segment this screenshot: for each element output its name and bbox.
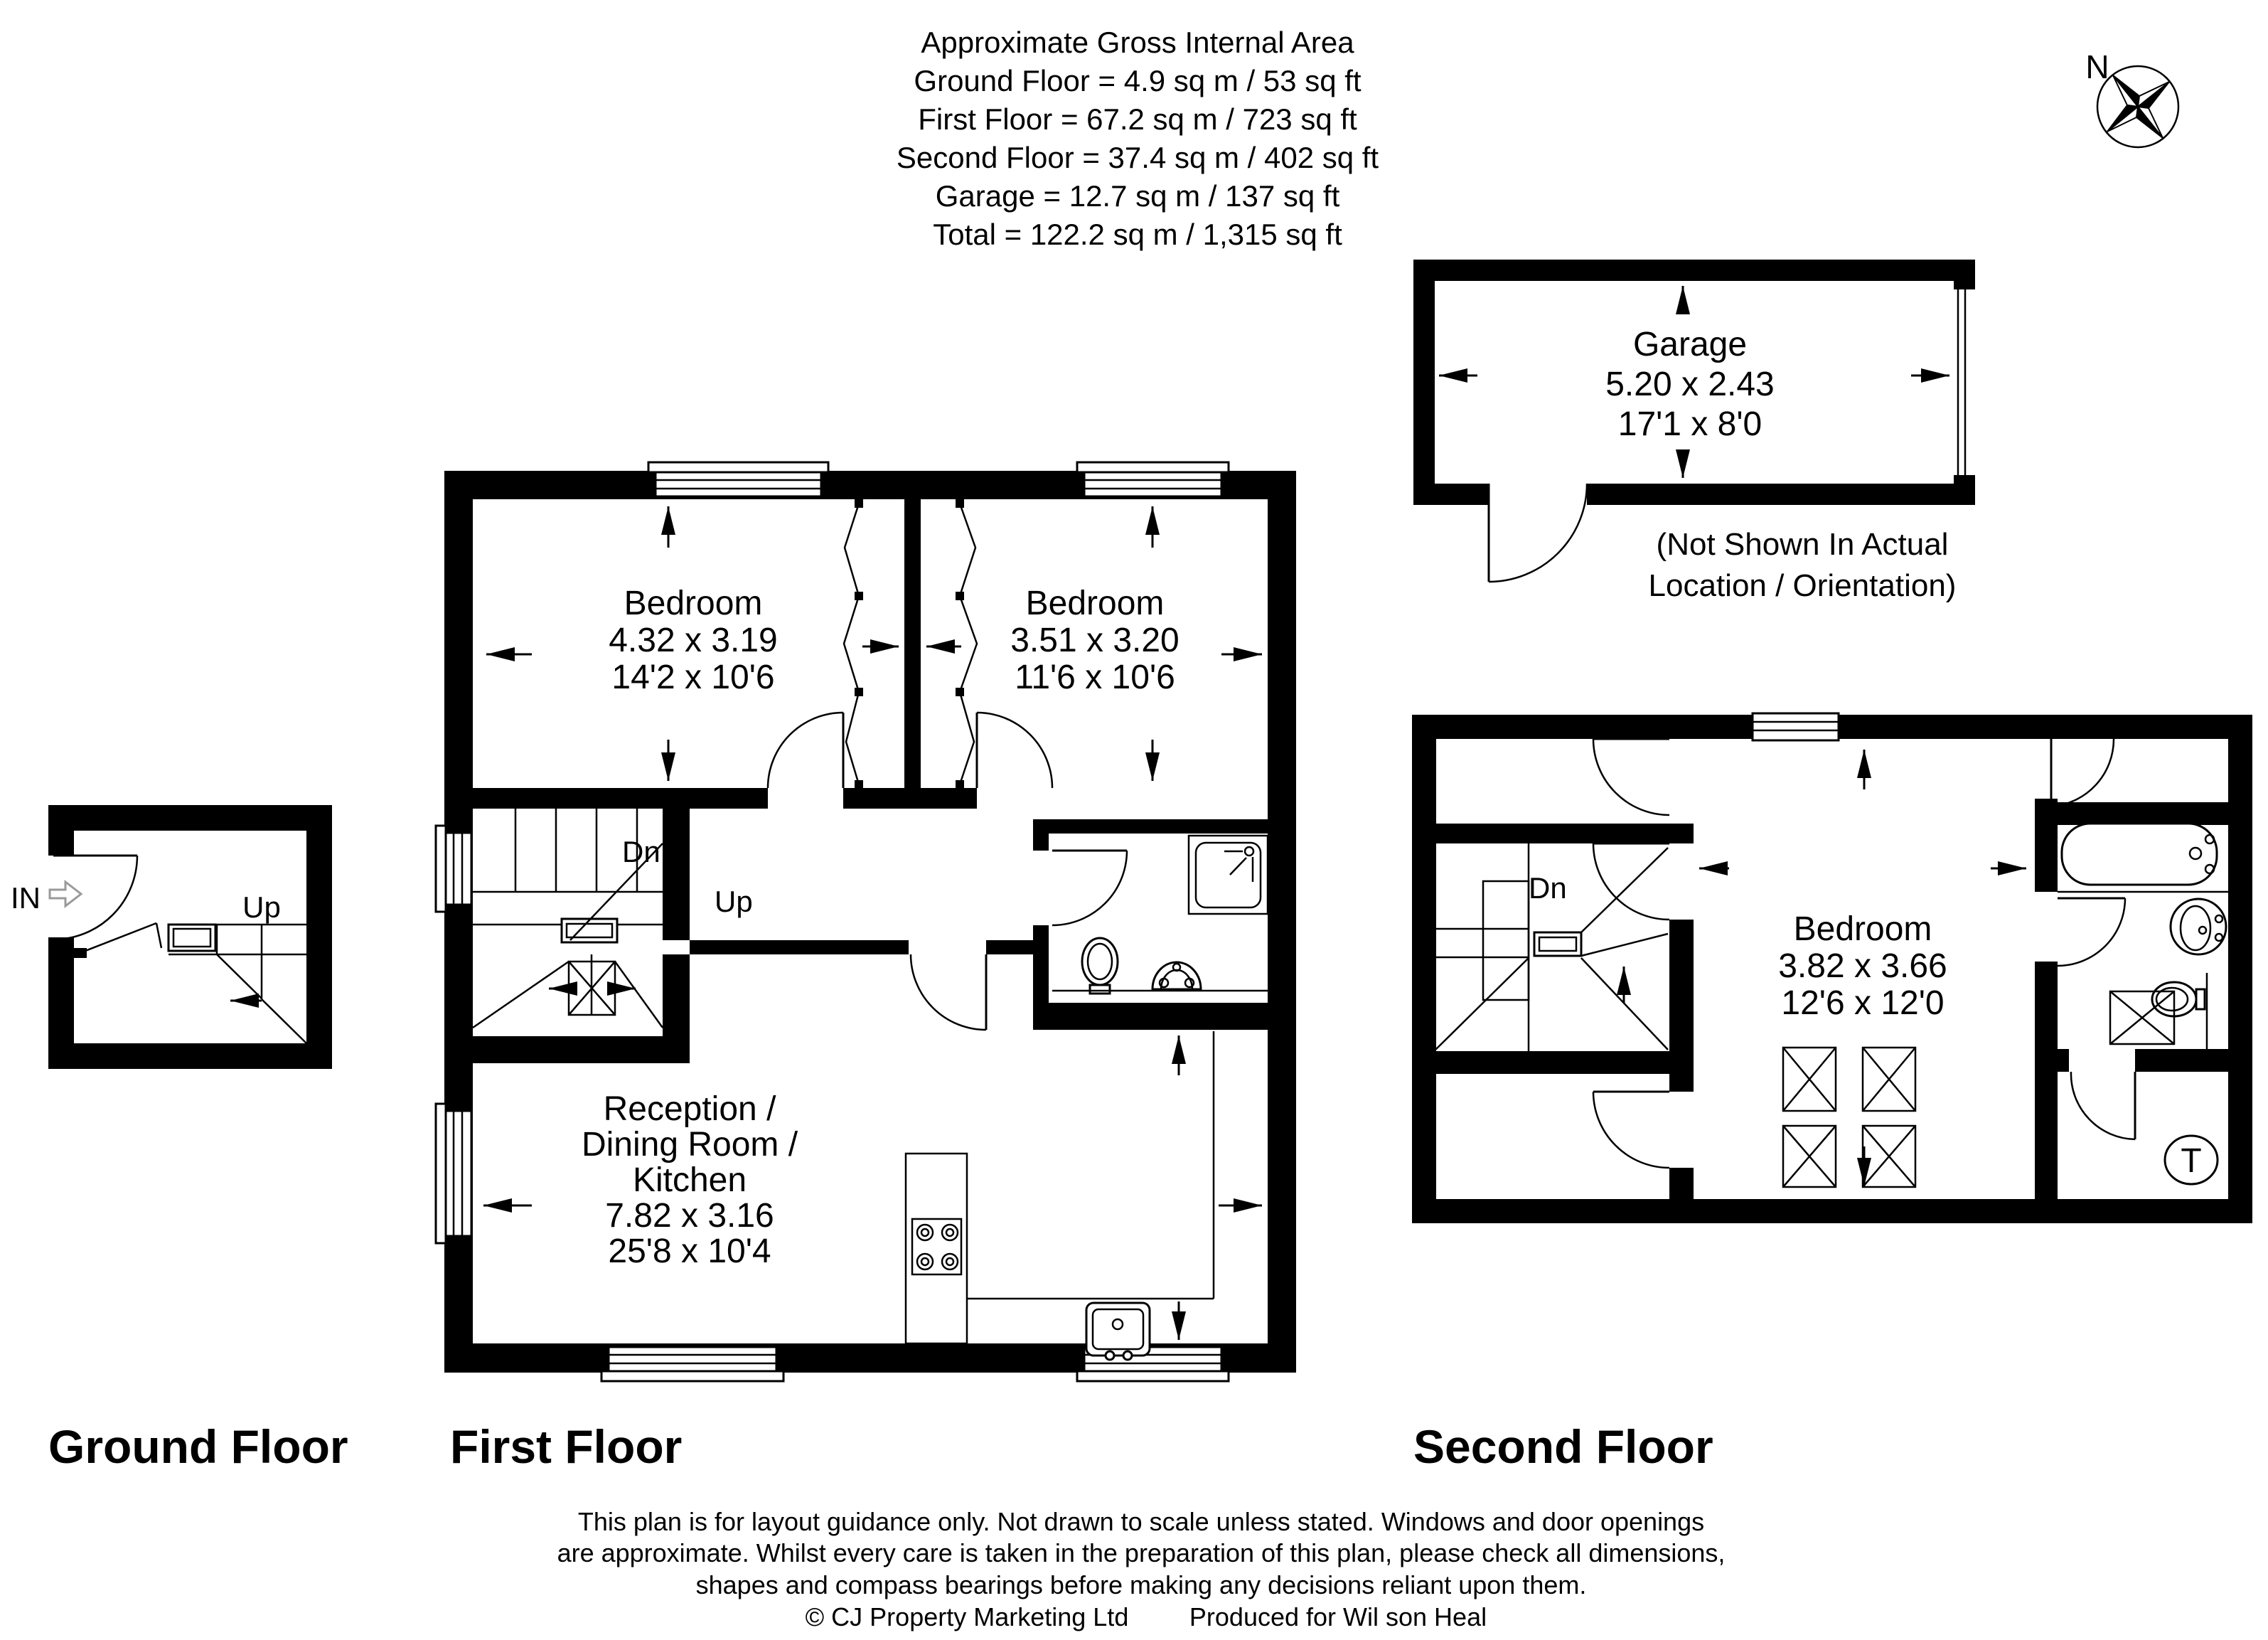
tank-label: T — [2181, 1142, 2202, 1180]
ff-bedroom1-dims-ft: 14'2 x 10'6 — [611, 659, 775, 696]
garage-note-line2: Location / Orientation) — [1648, 568, 1957, 603]
sf-basin — [2171, 899, 2226, 954]
toilet — [1082, 938, 1118, 994]
ground-floor-plan — [11, 805, 332, 1069]
ff-bedroom2-label: Bedroom — [1025, 585, 1165, 622]
sf-tank-room-door — [2071, 1072, 2135, 1139]
header-area-summary — [897, 26, 1379, 251]
garage-side-door — [1489, 484, 1587, 582]
header-first: First Floor = 67.2 sq m / 723 sq ft — [918, 102, 1357, 136]
window-reception-left-large — [436, 1104, 471, 1243]
hob — [912, 1219, 961, 1274]
first-floor-plan — [436, 462, 1296, 1381]
shower — [1189, 836, 1268, 914]
entrance-label: IN — [11, 881, 41, 915]
bathroom-door — [1052, 851, 1127, 925]
ff-up-label: Up — [715, 885, 753, 918]
wardrobe-bedroom1 — [844, 499, 863, 789]
sf-landing-door — [1593, 739, 1669, 815]
garage-plan — [1413, 260, 1975, 603]
window-reception-left-small — [436, 826, 471, 912]
header-second: Second Floor = 37.4 sq m / 402 sq ft — [896, 141, 1379, 174]
header-title: Approximate Gross Internal Area — [921, 26, 1354, 59]
understairs-cupboard — [85, 923, 215, 951]
gf-up-label: Up — [242, 890, 281, 924]
window-bedroom2 — [1077, 462, 1229, 496]
sf-bedroom-door — [2051, 739, 2114, 806]
window-reception-bottom — [601, 1347, 783, 1381]
sf-bedroom-dims-m: 3.82 x 3.66 — [1778, 947, 1947, 985]
kitchen-sink — [1086, 1303, 1150, 1360]
basin — [1152, 962, 1201, 989]
disclaimer-line1: This plan is for layout guidance only. Not drawn to scale unless stated. Windows and door openings — [577, 1507, 1705, 1536]
compass-star-icon — [2107, 75, 2169, 138]
sf-stairs-door — [1593, 843, 1669, 920]
ff-reception-line2: Dining Room / — [581, 1126, 798, 1164]
first-floor-title: First Floor — [450, 1420, 683, 1473]
window-bedroom1 — [648, 462, 828, 496]
bedroom2-door — [977, 713, 1052, 788]
ff-bedroom2-dims-m: 3.51 x 3.20 — [1010, 622, 1180, 659]
bathtub — [2062, 824, 2217, 885]
ff-reception-dims-m: 7.82 x 3.16 — [605, 1197, 774, 1235]
water-tank — [2165, 1136, 2218, 1184]
entrance-arrow-icon — [50, 882, 81, 906]
header-total: Total = 122.2 sq m / 1,315 sq ft — [933, 218, 1342, 251]
copyright-label: © CJ Property Marketing Ltd — [805, 1602, 1129, 1631]
ff-bedroom2-dims-ft: 11'6 x 10'6 — [1015, 659, 1175, 696]
second-floor-plan — [1412, 713, 2252, 1223]
sf-dn-label: Dn — [1529, 871, 1567, 905]
compass-rose — [2085, 48, 2178, 147]
ff-reception-line1: Reception / — [603, 1090, 776, 1128]
garage-door — [1958, 288, 1965, 476]
ground-floor-title: Ground Floor — [48, 1420, 348, 1473]
wardrobe-bedroom2 — [956, 499, 977, 789]
ff-bedroom1-dims-m: 4.32 x 3.19 — [609, 622, 778, 659]
disclaimer — [557, 1507, 1726, 1631]
garage-note-line1: (Not Shown In Actual — [1656, 527, 1949, 562]
garage-dims-ft: 17'1 x 8'0 — [1617, 405, 1762, 443]
ff-dn-label: Dn — [622, 835, 660, 868]
bedroom1-door — [768, 713, 843, 788]
reception-door — [911, 954, 986, 1030]
sf-bathroom-door — [2058, 898, 2125, 966]
second-floor-title: Second Floor — [1413, 1420, 1713, 1473]
sf-bedroom-label: Bedroom — [1793, 910, 1932, 948]
window-second-floor-top — [1753, 713, 1839, 740]
ff-reception-line3: Kitchen — [632, 1161, 747, 1199]
sf-lower-room-door — [1593, 1092, 1669, 1168]
sf-cupboard — [2110, 991, 2174, 1044]
garage-dims-m: 5.20 x 2.43 — [1605, 366, 1775, 403]
ff-bedroom1-label: Bedroom — [624, 585, 763, 622]
rooflight-boxes — [1783, 1048, 1915, 1187]
produced-for-label: Produced for Wil son Heal — [1189, 1602, 1487, 1631]
kitchen-counter — [906, 1031, 1214, 1343]
compass-north-label: N — [2085, 48, 2109, 85]
header-ground: Ground Floor = 4.9 sq m / 53 sq ft — [914, 64, 1362, 97]
garage-label: Garage — [1632, 326, 1748, 363]
disclaimer-line3: shapes and compass bearings before making any decisions reliant upon them. — [695, 1570, 1587, 1599]
header-garage: Garage = 12.7 sq m / 137 sq ft — [935, 179, 1340, 213]
ff-reception-dims-ft: 25'8 x 10'4 — [608, 1232, 771, 1270]
disclaimer-line2: are approximate. Whilst every care is taken in the preparation of this plan, please check all dimensions, — [557, 1538, 1726, 1567]
sf-toilet — [2152, 982, 2205, 1016]
sf-bedroom-dims-ft: 12'6 x 12'0 — [1781, 984, 1945, 1022]
